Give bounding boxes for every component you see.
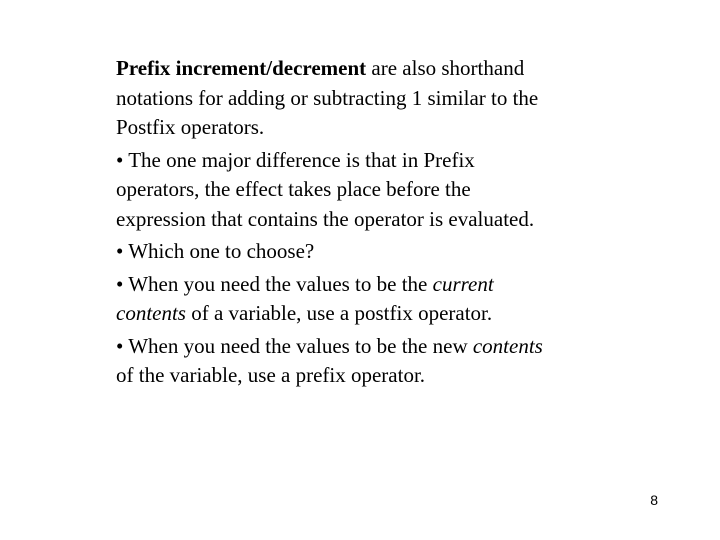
intro-line3: Postfix operators. [116,115,265,139]
bullet-prefix-line2: of the variable, use a prefix operator. [116,363,426,387]
slide-body [116,54,616,394]
bullet-postfix-contents: contents [116,301,186,325]
intro-line1-rest: are also shorthand [366,56,525,80]
bullet-postfix-line2-rest: of a variable, use a postfix operator. [185,301,493,325]
bullet-postfix-line1-start: • When you need the values to be the [116,271,433,296]
bullet-postfix-current: current [432,271,494,296]
bullet-difference-line1: • The one major difference is that in Prefix [116,147,475,172]
bullet-difference [116,146,616,235]
intro-bold-phrase: Prefix increment/decrement [116,56,367,80]
bullet-question [116,237,616,267]
page-number: 8 [650,492,658,508]
bullet-prefix-contents: contents [472,333,543,358]
bullet-prefix-line1-start: • When you need the values to be the new [116,333,473,358]
bullet-question-line1: • Which one to choose? [116,239,315,263]
bullet-difference-line2: operators, the effect takes place before the [116,177,471,201]
bullet-postfix-use [116,270,616,329]
intro-paragraph [116,54,616,143]
bullet-difference-line3: expression that contains the operator is evaluated. [116,206,535,231]
intro-line2: notations for adding or subtracting 1 similar to the [116,85,539,110]
bullet-prefix-use [116,332,616,391]
